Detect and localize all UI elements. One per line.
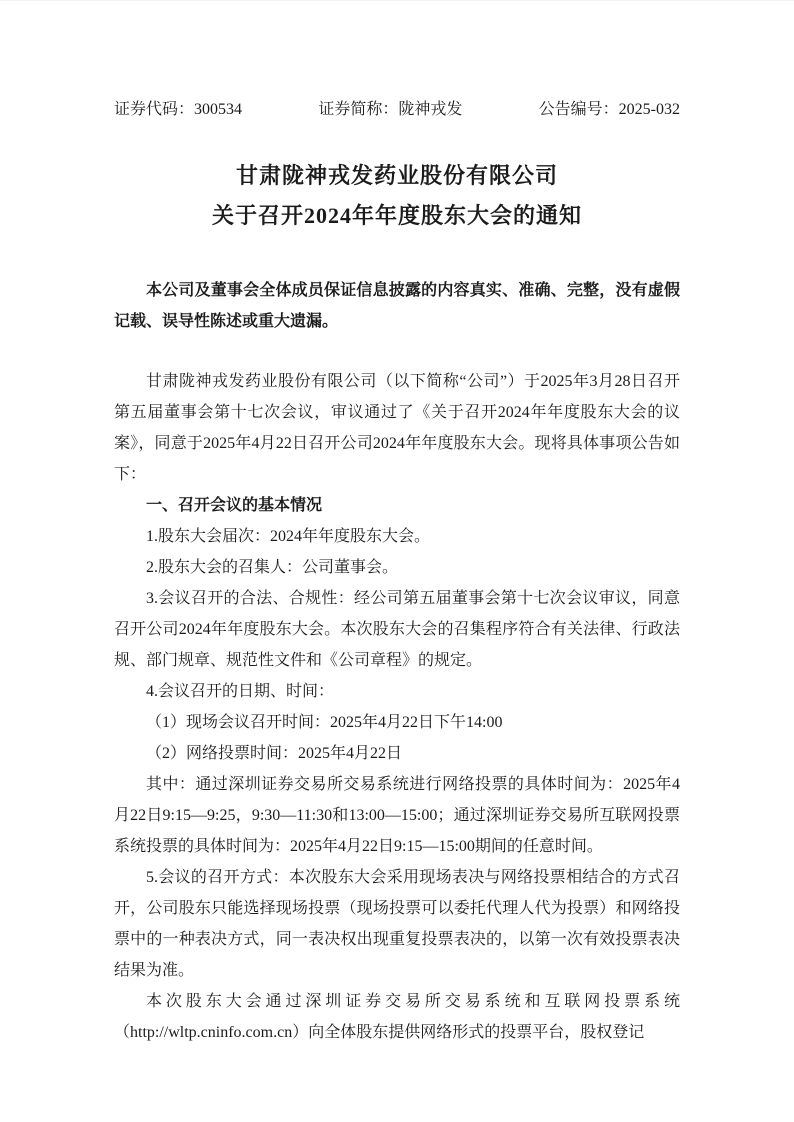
stock-code: 证券代码：300534 xyxy=(114,101,243,118)
item-meeting-session: 1.股东大会届次：2024年年度股东大会。 xyxy=(146,528,431,545)
item-meeting-legality: 3.会议召开的合法、合规性：经公司第五届董事会第十七次会议审议，同意召开公司2024年年度股东大会。本次股东大会的召集程序符合有关法律、行政法规、部门规章、规范性文件和《公司章程》的规定。 xyxy=(114,590,680,669)
item-online-voting-time: （2）网络投票时间：2025年4月22日 xyxy=(146,745,403,762)
item-meeting-datetime: 4.会议召开的日期、时间： xyxy=(146,683,335,700)
item-meeting-method: 5.会议的召开方式：本次股东大会采用现场表决与网络投票相结合的方式召开，公司股东只能选择现场投票（现场投票可以委托代理人代为投票）和网络投票中的一种表决方式，同一表决权出现重复投票表决的，以第一次有效投票表决结果为准。 xyxy=(114,869,680,979)
voting-platform-paragraph: 本次股东大会通过深圳证券交易所交易系统和互联网投票系统（http://wltp.cninfo.com.cn）向全体股东提供网络形式的投票平台，股权登记 xyxy=(114,993,680,1041)
disclosure-statement: 本公司及董事会全体成员保证信息披露的内容真实、准确、完整，没有虚假记载、误导性陈述或重大遗漏。 xyxy=(114,282,680,330)
item-meeting-convener: 2.股东大会的召集人：公司董事会。 xyxy=(146,559,399,576)
section-heading-basic-info: 一、召开会议的基本情况 xyxy=(146,497,323,514)
announcement-number: 公告编号：2025-032 xyxy=(538,101,680,118)
document-header xyxy=(114,99,680,121)
notice-title: 关于召开2024年年度股东大会的通知 xyxy=(211,203,582,228)
item-online-voting-detail: 其中：通过深圳证券交易所交易系统进行网络投票的具体时间为：2025年4月22日9:15—9:25，9:30—11:30和13:00—15:00；通过深圳证券交易所互联网投票系统投票的具体时间为：2025年4月22日9:15—15:00期间的任意时间。 xyxy=(114,776,680,855)
item-onsite-meeting-time: （1）现场会议召开时间：2025年4月22日下午14:00 xyxy=(146,714,503,731)
intro-paragraph: 甘肃陇神戎发药业股份有限公司（以下简称“公司”）于2025年3月28日召开第五届董事会第十七次会议，审议通过了《关于召开2024年年度股东大会的议案》，同意于2025年4月22日召开公司2024年年度股东大会。现将具体事项公告如下： xyxy=(114,373,680,483)
stock-abbreviation: 证券简称：陇神戎发 xyxy=(318,101,463,118)
document-title xyxy=(114,156,680,236)
company-name-title: 甘肃陇神戎发药业股份有限公司 xyxy=(235,163,558,188)
